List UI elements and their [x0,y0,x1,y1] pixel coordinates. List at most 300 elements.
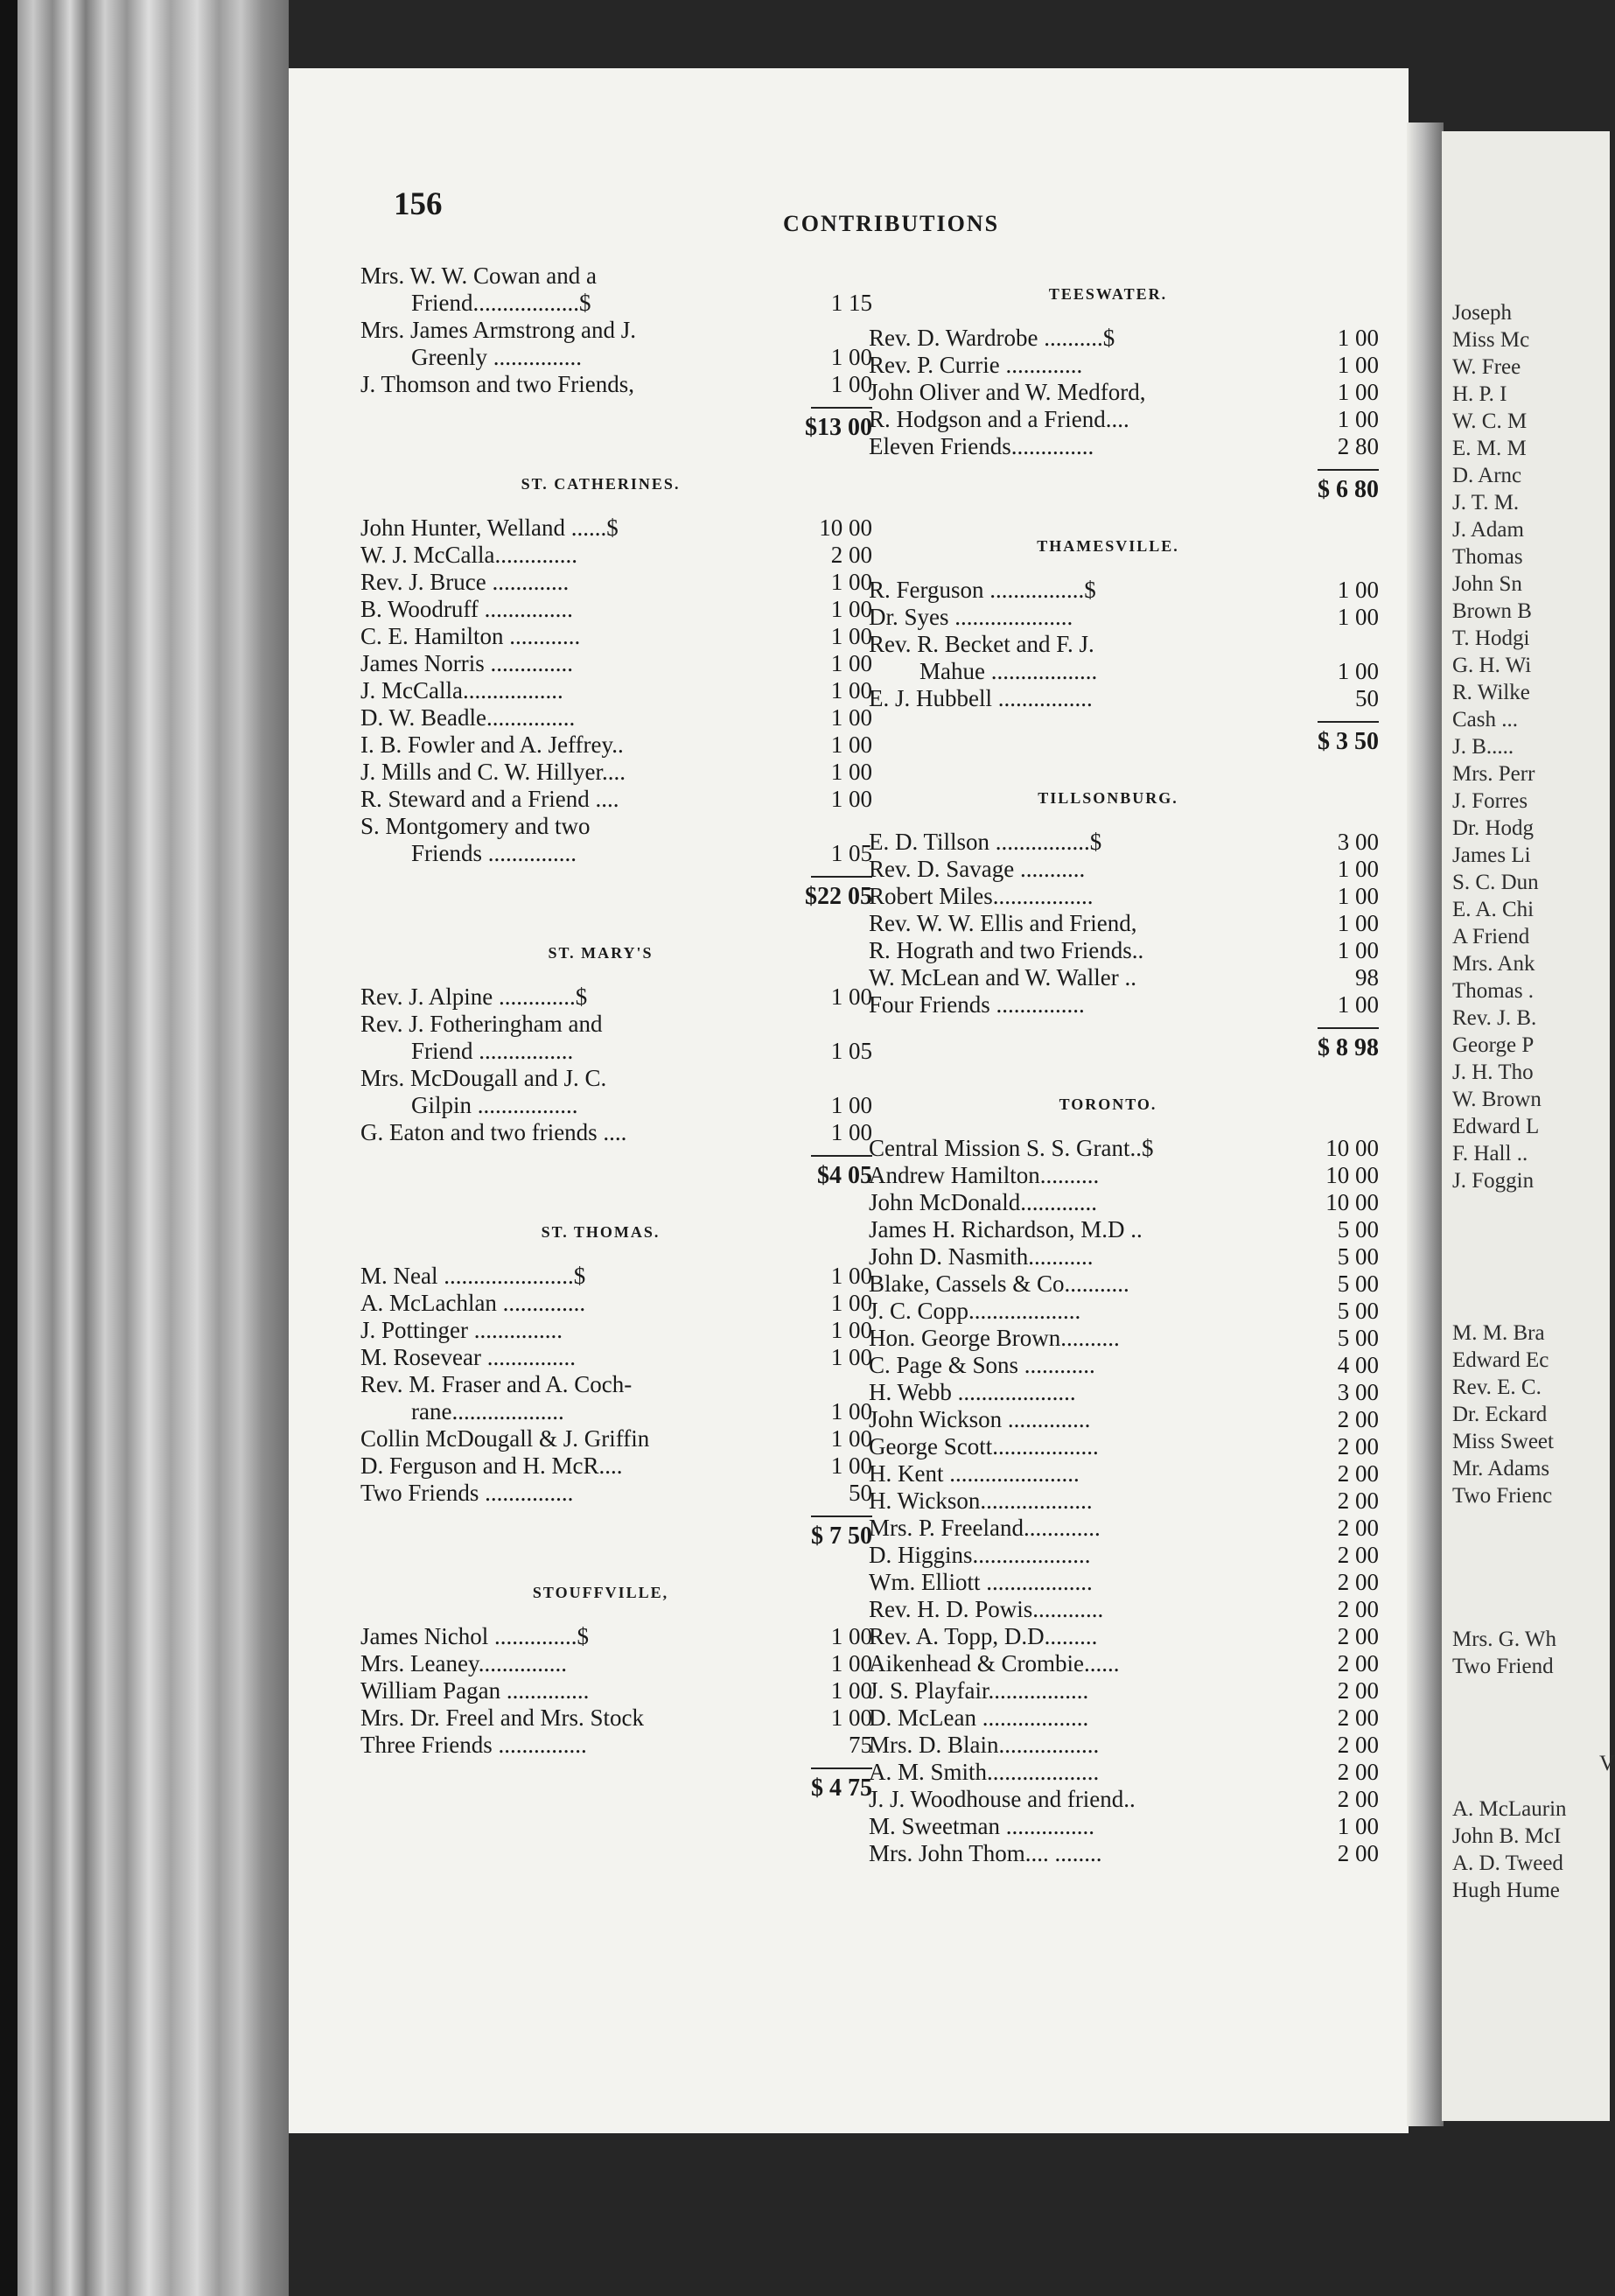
donation-amount: 1 00 [1337,406,1379,432]
section-title: TORONTO. [1059,1096,1157,1113]
facing-page-line: Edward L [1452,1115,1540,1138]
facing-page-line: Thomas . [1452,979,1535,1003]
donor-name-continuation: Friends ............... [411,840,577,866]
donor-name-line: J. C. Copp................... [869,1298,1081,1324]
donor-name [869,1162,1304,1189]
contribution-entry [360,786,872,813]
donor-name-continuation: Friend..................$ [411,290,591,316]
donor-name-line: A. M. Smith................... [869,1759,1100,1785]
facing-page-line: J. Foggin [1452,1169,1535,1193]
donor-name-line: Blake, Cassels & Co........... [869,1270,1129,1297]
section-title: THAMESVILLE. [1037,537,1179,555]
donor-name [869,1216,1304,1243]
contribution-entry [869,1379,1379,1406]
donation-amount: 2 00 [1337,1488,1379,1514]
donation-amount: 1 00 [830,1344,872,1370]
contribution-entry [869,1216,1379,1243]
donor-name [360,813,797,867]
donor-name [360,1732,797,1759]
donor-name [360,1452,797,1480]
donation-amount: 2 00 [1337,1704,1379,1731]
donor-name-line: B. Woodruff ............... [360,596,573,622]
facing-page-line: E. A. Chi [1452,898,1535,921]
donor-name-line: Hon. George Brown.......... [869,1325,1120,1351]
section-title: TILLSONBURG. [1038,789,1178,807]
donor-name-line: J. Pottinger ............... [360,1317,563,1343]
contribution-entry [869,883,1379,910]
donor-name [360,1011,797,1065]
donation-amount: 1 00 [830,371,872,397]
section-total: $4 05 [817,1162,872,1189]
donor-name-line: W. J. McCalla.............. [360,542,577,568]
contribution-entry [360,1704,872,1732]
donor-name-line: Rev. P. Currie ............. [869,352,1083,378]
donation-amount: 2 00 [1337,1433,1379,1460]
donor-name-line: John Wickson .............. [869,1406,1091,1432]
facing-page-line: Miss Mc [1452,328,1530,352]
donation-amount: 1 00 [830,1452,872,1479]
facing-page-line: F. Hall .. [1452,1142,1528,1166]
donor-name-line: Rev. J. Fotheringham and [360,1011,603,1037]
donor-name-line: Three Friends ............... [360,1732,587,1758]
section-title: STOUFFVILLE, [532,1584,669,1601]
contribution-entry [869,1488,1379,1515]
contribution-entry [869,379,1379,406]
donation-amount: 3 00 [1337,1379,1379,1405]
donor-name [869,1270,1304,1298]
donor-name-continuation: Mahue .................. [919,658,1098,684]
donor-name-line: C. Page & Sons ............ [869,1352,1095,1378]
facing-page-list-3 [1452,1626,1610,1680]
donor-name-line: R. Hograth and two Friends.. [869,937,1144,963]
contribution-entry [869,1270,1379,1298]
section-total: $ 4 75 [811,1774,872,1802]
page-number: 156 [394,186,443,222]
contribution-entry [869,604,1379,631]
facing-page-line: E. M. M [1452,437,1527,460]
facing-page-line: W. C. M [1452,410,1528,433]
contribution-entry [869,1840,1379,1867]
donor-name-line: J. Thomson and two Friends, [360,371,635,397]
facing-page-line: Mrs. Ank [1452,952,1535,976]
donation-amount: 1 00 [830,1263,872,1289]
donor-name [360,1119,797,1146]
donation-amount: 1 00 [830,759,872,785]
contribution-entry [869,1298,1379,1325]
contribution-entry [360,569,872,596]
donation-amount: 1 00 [830,1623,872,1649]
donor-name [869,883,1304,910]
contribution-entry [360,262,872,317]
donor-name [869,1515,1304,1542]
contribution-entry [869,1433,1379,1460]
contribution-entry [360,596,872,623]
contribution-entry [360,813,872,867]
contribution-entry [360,759,872,786]
contribution-entry [360,1623,872,1650]
contribution-entry [869,1677,1379,1704]
donation-amount: 1 00 [830,677,872,704]
contribution-entry [869,1135,1379,1162]
contribution-entry [869,631,1379,685]
donation-amount: 5 00 [1337,1270,1379,1297]
donor-name [869,433,1304,460]
donor-name-continuation: Gilpin ................. [411,1092,578,1118]
donor-name [360,1290,797,1317]
donor-name [360,1263,797,1290]
contribution-entry [869,577,1379,604]
donation-amount: 1 00 [830,1317,872,1343]
donor-name-line: Four Friends ............... [869,991,1085,1018]
donor-name-continuation: rane................... [411,1398,564,1424]
facing-page-line: A Friend [1452,925,1530,948]
donor-name-line: Dr. Syes .................... [869,604,1073,630]
sum-rule [811,1516,872,1517]
facing-page-line: Two Frienc [1452,1484,1553,1508]
sum-rule [811,1768,872,1769]
facing-page-list-2 [1452,1320,1610,1509]
contribution-entry [869,1596,1379,1623]
facing-page-line: J. B..... [1452,735,1514,759]
donor-name [869,685,1304,712]
sum-rule [1318,721,1379,723]
section-total: $22 05 [805,883,872,910]
donation-amount: 1 05 [830,840,872,866]
facing-page-line: J. T. M. [1452,491,1520,514]
donation-amount: 1 00 [830,344,872,370]
contribution-entry [360,1732,872,1759]
donor-name [869,1352,1304,1379]
contribution-entry [869,1325,1379,1352]
donation-amount: 10 00 [1325,1162,1379,1188]
donor-name-line: J. Mills and C. W. Hillyer.... [360,759,626,785]
section-title: ST. CATHERINES. [521,475,681,493]
donor-name-line: Two Friends ............... [360,1480,574,1506]
donor-name [869,1759,1304,1786]
donor-name [869,1704,1304,1732]
contribution-entry [360,317,872,371]
facing-page-line: D. Arnc [1452,464,1522,487]
donation-amount: 2 00 [830,542,872,568]
donation-amount: 10 00 [819,514,872,541]
contribution-entry [869,325,1379,352]
donation-amount: 1 00 [1337,856,1379,882]
donor-name [869,1433,1304,1460]
facing-page-line: Thomas [1452,545,1523,569]
facing-page-list-4 [1452,1796,1610,1904]
contribution-entry [869,856,1379,883]
contribution-entry [869,685,1379,712]
donor-name-line: S. Montgomery and two [360,813,591,839]
donor-name [360,569,797,596]
donor-name [869,964,1304,991]
donation-amount: 1 00 [1337,658,1379,684]
donation-amount: 5 00 [1337,1298,1379,1324]
donation-amount: 1 00 [1337,883,1379,909]
facing-page-line: W. Free [1452,355,1521,379]
donation-amount: 1 00 [1337,379,1379,405]
donor-name [360,1677,797,1704]
contribution-entry [360,371,872,398]
donor-name-line: Mrs. Leaney............... [360,1650,567,1676]
donation-amount: 1 00 [830,1425,872,1452]
donor-name [869,1488,1304,1515]
contribution-entry [869,1243,1379,1270]
donor-name [869,1786,1304,1813]
contribution-entry [869,1542,1379,1569]
contribution-entry [360,984,872,1011]
donor-name [360,704,797,732]
donation-amount: 1 00 [830,623,872,649]
donor-name [360,1425,797,1452]
donor-name [869,1650,1304,1677]
donor-name-continuation: Greenly ............... [411,344,582,370]
donor-name-line: Rev. A. Topp, D.D......... [869,1623,1098,1649]
donation-amount: 1 00 [1337,352,1379,378]
donor-name-line: Rev. J. Bruce ............. [360,569,570,595]
donor-name [869,577,1304,604]
donation-amount: 1 00 [1337,604,1379,630]
sum-rule [811,876,872,878]
donation-amount: 2 00 [1337,1460,1379,1487]
donation-amount: 2 00 [1337,1569,1379,1595]
book-edge-dark [0,0,17,2296]
contribution-entry [869,1352,1379,1379]
contribution-entry [360,1065,872,1119]
donor-name-line: R. Steward and a Friend .... [360,786,619,812]
donor-name [869,1677,1304,1704]
donor-name-line: Mrs. John Thom.... ........ [869,1840,1102,1866]
donation-amount: 2 80 [1337,433,1379,459]
donor-name-line: I. B. Fowler and A. Jeffrey.. [360,732,624,758]
contribution-entry [360,542,872,569]
donor-name-line: G. Eaton and two friends .... [360,1119,627,1145]
donor-name [360,514,797,542]
contribution-entry [869,1189,1379,1216]
facing-page-line: A. D. Tweed [1452,1852,1563,1875]
contribution-entry [360,677,872,704]
donation-amount: 1 00 [830,786,872,812]
donor-name-line: E. J. Hubbell ................ [869,685,1093,711]
donation-amount: 50 [1355,685,1379,711]
donation-amount: 2 00 [1337,1759,1379,1785]
donor-name-line: H. Webb .................... [869,1379,1076,1405]
donation-amount: 1 00 [1337,1813,1379,1839]
donation-amount: 10 00 [1325,1189,1379,1215]
contribution-entry [360,514,872,542]
facing-page-line: James Li [1452,844,1531,867]
contribution-entry [360,1371,872,1425]
donation-amount: 1 00 [1337,910,1379,936]
donor-name-line: Rev. M. Fraser and A. Coch- [360,1371,633,1397]
left-column [360,262,872,1802]
contribution-entry [869,1650,1379,1677]
donor-name-line: R. Hodgson and a Friend.... [869,406,1129,432]
donor-name-line: James Norris .............. [360,650,573,676]
facing-page-line: Hugh Hume [1452,1879,1560,1902]
donor-name [869,325,1304,352]
facing-page-line: W. Brown [1452,1088,1542,1111]
contribution-entry [360,1452,872,1480]
donor-name-line: Rev. H. D. Powis............ [869,1596,1104,1622]
donor-name [360,623,797,650]
page-heading: CONTRIBUTIONS [783,211,1000,236]
donor-name-line: John D. Nasmith........... [869,1243,1094,1270]
donation-amount: 1 00 [830,1704,872,1731]
donor-name [869,937,1304,964]
contribution-entry [869,1704,1379,1732]
facing-page-line: J. Adam [1452,518,1524,542]
contribution-entry [360,650,872,677]
donor-name [869,1542,1304,1569]
donor-name [869,1596,1304,1623]
facing-page-line: Rev. E. C. [1452,1376,1542,1399]
donor-name-line: Rev. D. Savage ........... [869,856,1086,882]
donor-name [360,1480,797,1507]
contribution-entry [360,1480,872,1507]
facing-page-line: Mrs. G. Wh [1452,1628,1556,1651]
donor-name-line: J. J. Woodhouse and friend.. [869,1786,1136,1812]
contribution-entry [869,433,1379,460]
contribution-entry [869,1623,1379,1650]
contribution-entry [869,352,1379,379]
section-total: $ 7 50 [811,1522,872,1550]
donor-name [360,262,797,317]
section-title: ST. MARY'S [548,944,654,962]
facing-page-line: M. M. Bra [1452,1321,1545,1345]
donation-amount: 1 00 [830,1398,872,1424]
donor-name [869,1189,1304,1216]
facing-page-line: Mr. Adams [1452,1457,1550,1480]
facing-page-line: Two Friend [1452,1655,1554,1678]
facing-page-list-1 [1452,299,1610,1194]
donation-amount: 1 00 [830,732,872,758]
section-total: $ 3 50 [1318,728,1379,755]
facing-page-line: Dr. Eckard [1452,1403,1548,1426]
donor-name [869,1840,1304,1867]
donation-amount: 10 00 [1325,1135,1379,1161]
donor-name-line: Mrs. D. Blain................. [869,1732,1100,1758]
contribution-entry [360,1119,872,1146]
facing-page-line: George P [1452,1033,1535,1057]
donor-name [360,1065,797,1119]
donation-amount: 2 00 [1337,1786,1379,1812]
donation-amount: 5 00 [1337,1243,1379,1270]
facing-page-line: A. McLaurin [1452,1797,1567,1821]
right-column [869,280,1379,1867]
donor-name [360,984,797,1011]
donor-name-line: M. Neal ......................$ [360,1263,586,1289]
donor-name [869,1460,1304,1488]
section-total: $ 8 98 [1318,1034,1379,1061]
donor-name-line: J. McCalla................. [360,677,563,704]
donor-name [869,1379,1304,1406]
donation-amount: 75 [849,1732,872,1758]
donor-name [360,1704,797,1732]
donor-name [869,1732,1304,1759]
sum-rule [811,407,872,409]
donation-amount: 1 00 [830,1119,872,1145]
donation-amount: 5 00 [1337,1216,1379,1242]
donor-name-line: Mrs. James Armstrong and J. [360,317,636,343]
donor-name [360,677,797,704]
donor-name [869,379,1304,406]
donor-name [360,542,797,569]
donor-name [360,1344,797,1371]
donor-name-line: R. Ferguson ................$ [869,577,1096,603]
donor-name-line: Robert Miles................. [869,883,1094,909]
contribution-entry [360,704,872,732]
donation-amount: 2 00 [1337,1515,1379,1541]
donor-name-line: D. McLean .................. [869,1704,1089,1731]
donor-name [360,317,797,371]
facing-page-line: T. Hodgi [1452,626,1530,650]
contribution-entry [869,1162,1379,1189]
donor-name [360,759,797,786]
donor-name-line: E. D. Tillson ................$ [869,829,1102,855]
donation-amount: 2 00 [1337,1596,1379,1622]
donation-amount: 2 00 [1337,1406,1379,1432]
facing-page-line: John Sn [1452,572,1522,596]
contribution-entry [869,1813,1379,1840]
donor-name [869,829,1304,856]
facing-page-line: J. Forres [1452,789,1528,813]
donor-name [869,856,1304,883]
donor-name-continuation: Friend ................ [411,1038,574,1064]
donation-amount: 3 00 [1337,829,1379,855]
donor-name-line: John Hunter, Welland ......$ [360,514,619,541]
donor-name [360,786,797,813]
donation-amount: 1 00 [830,596,872,622]
facing-page-line: Brown B [1452,599,1532,623]
facing-page-line: John B. McI [1452,1824,1562,1848]
donation-amount: 2 00 [1337,1732,1379,1758]
donor-name-line: William Pagan .............. [360,1677,590,1704]
donation-amount: 1 00 [830,1290,872,1316]
donor-name [360,371,797,398]
contribution-entry [869,991,1379,1018]
contribution-entry [869,1515,1379,1542]
contribution-entry [360,1344,872,1371]
donation-amount: 2 00 [1337,1542,1379,1568]
contribution-entry [869,406,1379,433]
donor-name-line: Central Mission S. S. Grant..$ [869,1135,1154,1161]
donor-name-line: Mrs. W. W. Cowan and a [360,262,597,289]
section-total: $13 00 [805,414,872,441]
facing-page-line: Edward Ec [1452,1348,1549,1372]
donation-amount: 1 05 [830,1038,872,1064]
donor-name [869,910,1304,937]
donor-name [869,352,1304,379]
contribution-entry [869,910,1379,937]
contribution-entry [869,1759,1379,1786]
donor-name [360,650,797,677]
donation-amount: 1 00 [1337,577,1379,603]
donor-name [869,631,1304,685]
donor-name-line: James H. Richardson, M.D .. [869,1216,1143,1242]
donor-name-line: M. Rosevear ............... [360,1344,576,1370]
contribution-entry [360,1317,872,1344]
donor-name-line: D. W. Beadle............... [360,704,576,731]
donor-name [869,1623,1304,1650]
donor-name [360,1317,797,1344]
donor-name-line: Mrs. McDougall and J. C. [360,1065,607,1091]
donor-name-line: A. McLachlan .............. [360,1290,586,1316]
donor-name-line: M. Sweetman ............... [869,1813,1094,1839]
facing-page-line: Cash ... [1452,708,1518,732]
donation-amount: 1 00 [830,650,872,676]
donation-amount: 2 00 [1337,1623,1379,1649]
